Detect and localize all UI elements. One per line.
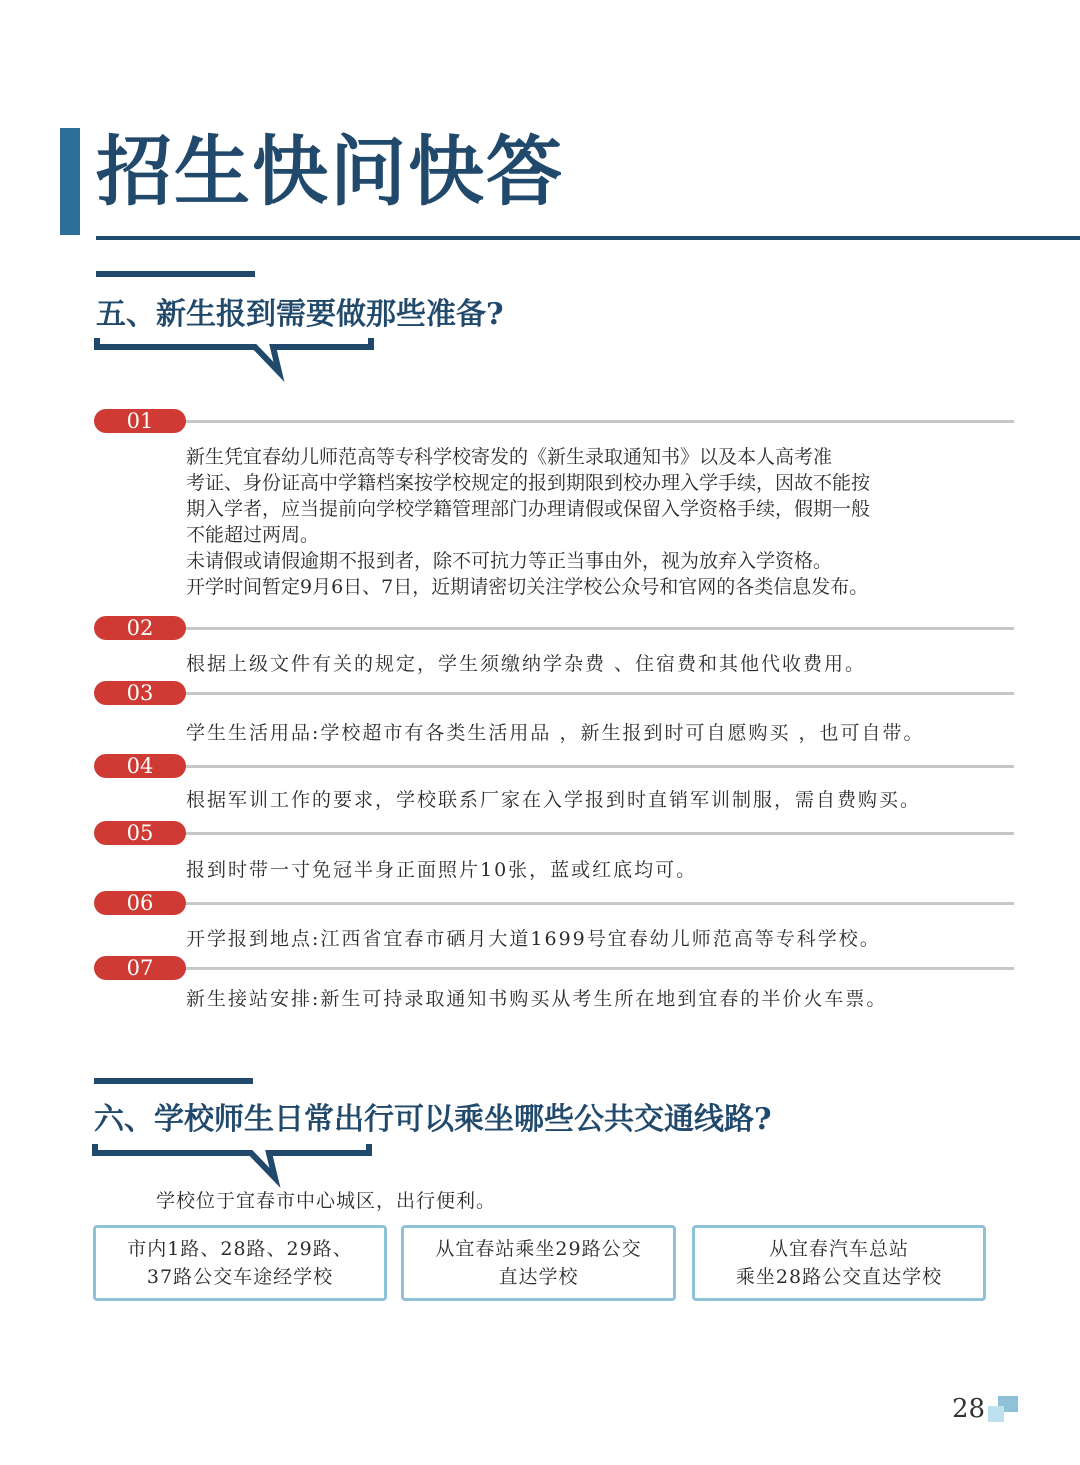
item-text: 报到时带一寸免冠半身正面照片10张，蓝或红底均可。 — [186, 859, 698, 881]
item-number-badge: 07 — [94, 956, 186, 980]
page-number: 28 — [952, 1394, 986, 1424]
page-title: 招生快问快答 — [96, 127, 564, 216]
route-card — [692, 1225, 986, 1301]
item-divider — [180, 967, 1014, 970]
route-card-text: 从宜春站乘坐29路公交 直达学校 — [435, 1238, 642, 1288]
item-text-line: 开学时间暂定9月6日、7日，近期请密切关注学校公众号和官网的各类信息发布。 — [186, 576, 869, 598]
item-divider — [180, 692, 1014, 695]
page-corner-mark-icon — [988, 1396, 1018, 1422]
item-text: 新生接站安排:新生可持录取通知书购买从考生所在地到宜春的半价火车票。 — [186, 988, 888, 1010]
item-text-line: 考证、身份证高中学籍档案按学校规定的报到期限到校办理入学手续，因故不能按 — [186, 472, 871, 494]
item-number-badge: 04 — [94, 754, 186, 778]
item-text-line: 未请假或请假逾期不报到者，除不可抗力等正当事由外，视为放弃入学资格。 — [186, 550, 833, 572]
title-underline — [96, 236, 1080, 240]
transport-intro: 学校位于宜春市中心城区，出行便利。 — [156, 1190, 497, 1212]
route-card-text: 从宜春汽车总站 乘坐28路公交直达学校 — [735, 1238, 943, 1288]
section6-heading: 六、学校师生日常出行可以乘坐哪些公共交通线路? — [94, 1102, 772, 1137]
item-text: 根据军训工作的要求，学校联系厂家在入学报到时直销军训制服，需自费购买。 — [186, 789, 922, 811]
section5-speech-bracket — [93, 336, 378, 378]
route-card — [93, 1225, 387, 1301]
item-text: 根据上级文件有关的规定，学生须缴纳学杂费 、住宿费和其他代收费用。 — [186, 653, 867, 675]
item-text: 学生生活用品:学校超市有各类生活用品 ，新生报到时可自愿购买 ，也可自带。 — [186, 722, 925, 744]
section5-heading: 五、新生报到需要做那些准备? — [96, 297, 504, 332]
item-text-line: 期入学者，应当提前向学校学籍管理部门办理请假或保留入学资格手续，假期一般 — [186, 498, 871, 520]
item-divider — [180, 765, 1014, 768]
item-divider — [180, 420, 1014, 423]
section5-top-bar — [96, 271, 255, 277]
item-number-badge: 05 — [94, 821, 186, 845]
item-text: 开学报到地点:江西省宜春市硒月大道1699号宜春幼儿师范高等专科学校。 — [186, 928, 881, 950]
item-divider — [180, 832, 1014, 835]
title-accent-bar — [60, 128, 80, 235]
item-text-line: 新生凭宜春幼儿师范高等专科学校寄发的《新生录取通知书》以及本人高考准 — [186, 446, 833, 468]
item-number-badge: 03 — [94, 681, 186, 705]
item-divider — [180, 627, 1014, 630]
section6-speech-bracket — [91, 1142, 376, 1184]
item-number-badge: 01 — [94, 409, 186, 433]
item-number-badge: 06 — [94, 891, 186, 915]
item-divider — [180, 902, 1014, 905]
item-number-badge: 02 — [94, 616, 186, 640]
route-card — [401, 1225, 676, 1301]
route-card-text: 市内1路、28路、29路、 37路公交车途经学校 — [127, 1238, 353, 1288]
section6-top-bar — [94, 1078, 253, 1084]
item-text-line: 不能超过两周。 — [186, 524, 320, 546]
